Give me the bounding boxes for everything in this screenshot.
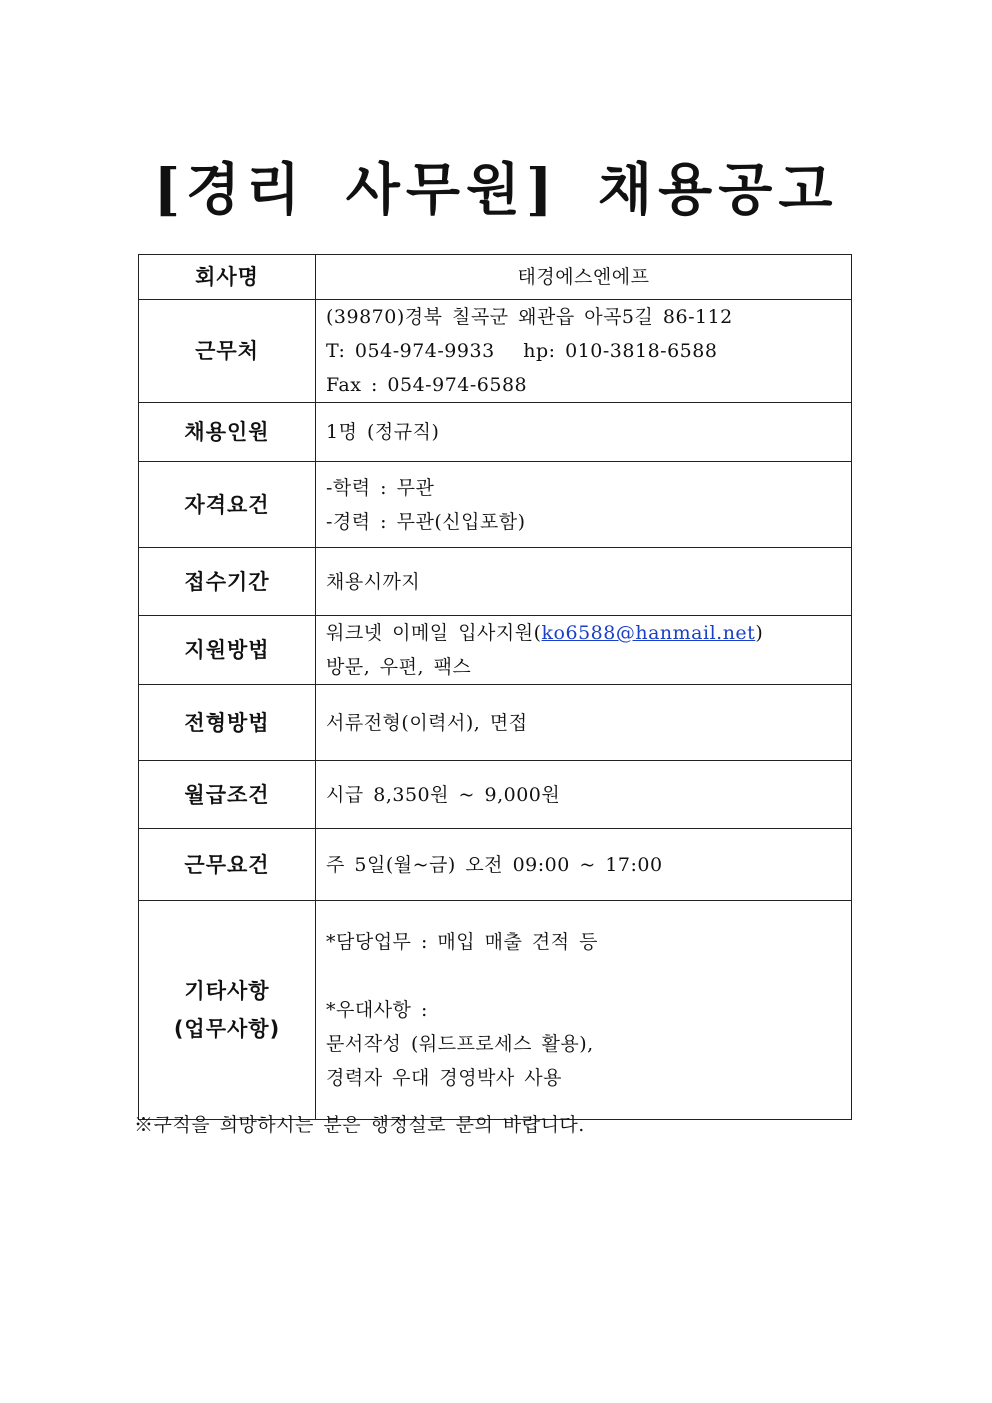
label-work-conditions: 근무요건 xyxy=(139,829,316,901)
value-other xyxy=(316,901,852,1120)
workplace-address: (39870)경북 칠곡군 왜관읍 아곡5길 86-112 xyxy=(326,306,733,328)
table-row-selection-method xyxy=(139,685,852,761)
label-other-line2: (업무사항) xyxy=(173,1017,281,1041)
label-headcount: 채용인원 xyxy=(139,403,316,462)
table-row-headcount xyxy=(139,403,852,462)
email-link[interactable]: ko6588@hanmail.net xyxy=(541,622,756,644)
job-posting-table xyxy=(138,254,852,1120)
label-other-line1: 기타사항 xyxy=(184,979,270,1003)
value-company: 태경에스엔에프 xyxy=(316,255,852,300)
qualification-education: -학력 : 무관 xyxy=(326,476,435,499)
other-spacer xyxy=(326,959,851,993)
table-row-qualifications xyxy=(139,462,852,548)
footnote: ※구직을 희망하시는 분은 행정실로 문의 바랍니다. xyxy=(134,1114,585,1136)
label-application-method: 지원방법 xyxy=(139,616,316,685)
value-work-conditions: 주 5일(월~금) 오전 09:00 ~ 17:00 xyxy=(316,829,852,901)
label-company: 회사명 xyxy=(139,255,316,300)
value-application-method xyxy=(316,616,852,685)
qualification-experience: -경력 : 무관(신입포함) xyxy=(326,510,526,533)
table-row-application-method xyxy=(139,616,852,685)
table-row-work-conditions xyxy=(139,829,852,901)
label-application-period: 접수기간 xyxy=(139,548,316,616)
label-selection-method: 전형방법 xyxy=(139,685,316,761)
workplace-phone: T: 054-974-9933 hp: 010-3818-6588 xyxy=(326,340,718,362)
label-other xyxy=(139,901,316,1120)
table-row-salary xyxy=(139,761,852,829)
other-duties: *담당업무 : 매입 매출 견적 등 xyxy=(326,931,598,953)
other-preferred-line1: 문서작성 (워드프로세스 활용), xyxy=(326,1033,594,1055)
value-selection-method: 서류전형(이력서), 면접 xyxy=(316,685,852,761)
application-method-line1 xyxy=(326,616,851,650)
table-row-company xyxy=(139,255,852,300)
value-application-period: 채용시까지 xyxy=(316,548,852,616)
table-row-workplace xyxy=(139,300,852,403)
other-preferred-line2: 경력자 우대 경영박사 사용 xyxy=(326,1067,563,1089)
value-headcount: 1명 (정규직) xyxy=(316,403,852,462)
workplace-fax: Fax : 054-974-6588 xyxy=(326,374,528,396)
label-salary: 월급조건 xyxy=(139,761,316,829)
value-salary: 시급 8,350원 ~ 9,000원 xyxy=(316,761,852,829)
label-workplace: 근무처 xyxy=(139,300,316,403)
application-method-line2: 방문, 우편, 팩스 xyxy=(326,656,472,678)
application-method-prefix: 워크넷 이메일 입사지원( xyxy=(326,622,542,644)
table-row-other xyxy=(139,901,852,1120)
value-qualifications xyxy=(316,462,852,548)
other-preferred-heading: *우대사항 : xyxy=(326,999,428,1021)
value-workplace xyxy=(316,300,852,403)
application-method-suffix: ) xyxy=(755,622,764,644)
page-title: [경리 사무원] 채용공고 xyxy=(153,157,839,223)
label-qualifications: 자격요건 xyxy=(139,462,316,548)
table-row-application-period xyxy=(139,548,852,616)
